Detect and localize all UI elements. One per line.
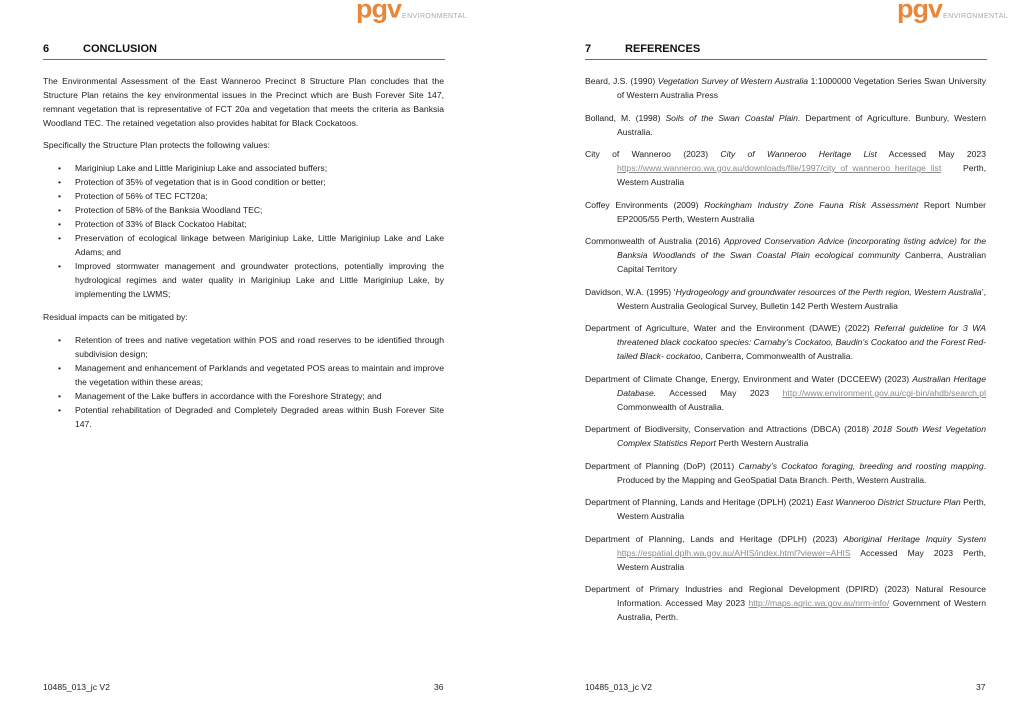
reference-author: Davidson, W.A. (1995) ‘ [585,286,676,297]
reference-entry [585,495,986,523]
reference-details: Commonwealth of Australia. [617,401,724,412]
footer-page-number: 36 [434,682,444,692]
footer-document-id: 10485_013_jc V2 [43,682,110,692]
logo-subtext: ENVIRONMENTAL [943,13,1008,20]
reference-details: Accessed May 2023 Perth, Western Australia [617,547,986,572]
reference-link[interactable]: http://maps.agric.wa.gov.au/nrm-info/ [748,598,890,608]
section-number: 6 [43,43,50,55]
reference-link[interactable]: http://www.environment.gov.au/cgi-bin/ahdb/search.pl [782,387,986,398]
reference-entry [585,532,986,574]
reference-author: Department of Biodiversity, Conservation and Attractions (DBCA) (2018) [585,424,873,434]
list-item: • Protection of 33% of Black Cockatoo Habitat; [43,217,444,231]
company-logo [356,0,467,23]
reference-title: City of Wanneroo Heritage List [720,149,877,159]
reference-entry [585,74,986,102]
reference-author: Department of Planning, Lands and Heritage (DPLH) (2021) [585,497,816,507]
reference-title: 2018 South West Vegetation Complex Statistics Report [617,424,986,448]
conclusion-text: The Environmental Assessment of the East Wanneroo Precinct 8 Structure Plan concludes that the Structure Plan retains the key environmental issues in the Precinct which are Bush Forever Site 147, remnant vegetation that is representative of FCT 20a and vegetation that meets the criteria as Banksia Woodland TEC. The retained vegetation also provides habitat for Black Cockatoos. [43,76,444,128]
reference-link[interactable]: https://espatial.dplh.wa.gov.au/AHIS/index.html?viewer=AHIS [617,547,851,558]
list-item: • Potential rehabilitation of Degraded and Completely Degraded areas within Bush Forever Site 147. [43,403,444,431]
reference-details: Perth, Western Australia [617,497,987,521]
footer-page-number: 37 [976,682,986,692]
list-item: • Preservation of ecological linkage between Mariginiup Lake, Little Mariginiup Lake and Lake Adams; and [43,231,444,259]
page-right [515,0,1029,702]
reference-details: Report Number EP2005/55 Perth, Western Australia [617,199,986,224]
conclusion-paragraph [43,74,444,130]
reference-details: ’, Western Australia Geological Survey, Bulletin 142 Perth Western Australia [617,286,986,311]
references-list [585,74,986,633]
list-item: • Retention of trees and native vegetation within POS and road reserves to be identified through subdivision design; [43,333,444,361]
reference-link[interactable]: https://www.wanneroo.wa.gov.au/downloads/file/1997/city_of_wanneroo_heritage_list [617,163,942,173]
reference-entry [585,285,986,313]
reference-author: Department of Climate Change, Energy, Environment and Water (DCCEEW) (2023) [585,373,913,384]
page-left [0,0,514,702]
list-item: • Management of the Lake buffers in accordance with the Foreshore Strategy; and [43,389,444,403]
section-heading [585,42,987,60]
reference-author: Bolland, M. (1998) [585,112,666,123]
reference-details: Perth, Western Australia [617,163,986,187]
company-logo [897,0,1008,23]
reference-details: Canberra, Australian Capital Territory [617,250,986,274]
reference-title: Carnaby’s Cockatoo foraging, breeding and roosting mapping [738,460,984,471]
list-item: • Improved stormwater management and groundwater protections, potentially improving the hydrological regimes and water quality in Mariginiup Lake and Little Mariginiup Lake, by implementing the LWMS; [43,259,444,301]
reference-details: Government of Western Australia, Perth. [617,598,986,622]
reference-entry [585,372,986,414]
reference-title: Australian Heritage Database. [617,373,986,398]
mitigation-intro-text: Residual impacts can be mitigated by: [43,312,188,322]
footer-document-id: 10485_013_jc V2 [585,682,652,692]
values-intro-text: Specifically the Structure Plan protects the following values: [43,140,270,150]
reference-entry [585,147,986,189]
mitigation-intro [43,310,444,324]
reference-author: Commonwealth of Australia (2016) [585,236,724,246]
reference-entry [585,582,986,624]
reference-title: Soils of the Swan Coastal Plain. [665,112,801,123]
reference-title: Vegetation Survey of Western Australia [657,76,809,86]
section-title: REFERENCES [625,43,701,55]
reference-title: East Wanneroo District Structure Plan [815,497,961,507]
reference-author: Coffey Environments (2009) [585,199,705,210]
reference-title: Referral guideline for 3 WA threatened black cockatoo species: Carnaby’s Cockatoo, Baudin’s Cockatoo and the Forest Red-tailed Black- cockatoo, [617,323,986,361]
reference-title: Hydrogeology and groundwater resources of the Perth region, Western Australia [675,286,982,297]
reference-title: Approved Conservation Advice (incorporating listing advice) for the Banksia Woodlands of the Swan Coastal Plain ecological community [617,236,986,260]
section-title: CONCLUSION [83,43,157,55]
reference-details: Department of Agriculture. Bunbury, Western Australia. [617,112,987,137]
reference-details: Accessed May 2023 [876,149,986,159]
list-item: • Protection of 56% of TEC FCT20a; [43,189,444,203]
reference-author: Beard, J.S. (1990) [585,76,658,86]
reference-details: . Produced by the Mapping and GeoSpatial Data Branch. Perth, Western Australia. [617,460,986,485]
logo-mark: pgv [897,0,943,24]
reference-details: Accessed May 2023 [656,387,783,398]
reference-author: Department of Planning (DoP) (2011) [585,460,739,471]
reference-author: Department of Primary Industries and Regional Development (DPIRD) (2023) Natural Resource Information. Accessed May 2023 [585,584,986,608]
list-item: • Protection of 35% of vegetation that is in Good condition or better; [43,175,444,189]
reference-author: Department of Agriculture, Water and the Environment (DAWE) (2022) [585,323,875,333]
reference-author: Department of Planning, Lands and Heritage (DPLH) (2023) [585,533,844,544]
reference-details: 1:1000000 Vegetation Series Swan University of Western Australia Press [617,76,986,100]
values-list-block [43,161,444,301]
reference-details: Canberra, Commonwealth of Australia. [702,351,853,361]
list-item: • Protection of 58% of the Banksia Woodland TEC; [43,203,444,217]
values-list [43,161,444,301]
reference-entry [585,111,986,139]
reference-author: City of Wanneroo (2023) [585,149,721,159]
logo-mark: pgv [356,0,402,24]
values-intro [43,138,444,152]
logo-subtext: ENVIRONMENTAL [402,13,467,20]
reference-entry [585,422,986,450]
reference-entry [585,198,986,226]
reference-details: Perth Western Australia [715,438,809,448]
list-item: • Mariginiup Lake and Little Mariginiup Lake and associated buffers; [43,161,444,175]
mitigation-list [43,333,444,431]
section-number: 7 [585,43,592,55]
section-heading [43,42,445,60]
reference-entry [585,321,986,363]
mitigation-list-block [43,333,444,431]
reference-title: Aboriginal Heritage Inquiry System [843,533,987,544]
reference-title: Rockingham Industry Zone Fauna Risk Assessment [704,199,919,210]
list-item: • Management and enhancement of Parklands and vegetated POS areas to maintain and improve the vegetation within these areas; [43,361,444,389]
reference-entry [585,234,986,276]
reference-entry [585,459,986,487]
